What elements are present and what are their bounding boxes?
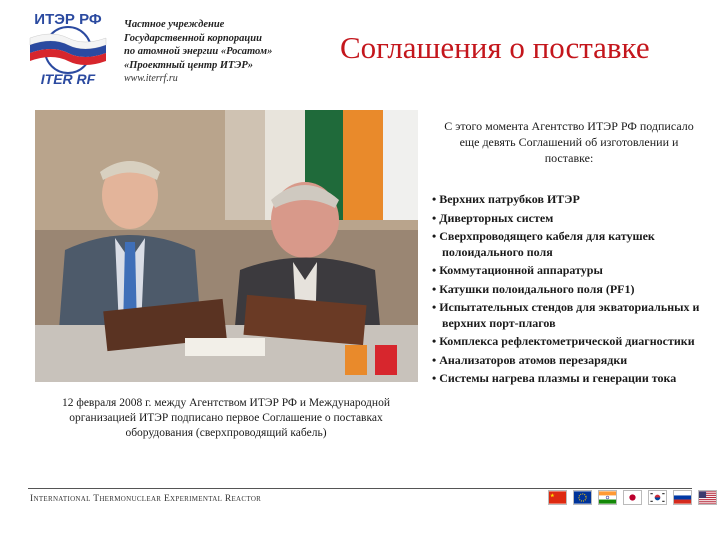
org-url: www.iterrf.ru: [124, 73, 178, 84]
footer-text: International Thermonuclear Experimental Reactor: [30, 494, 262, 504]
list-item: • Комплекса рефлектометрической диагностики: [432, 334, 695, 348]
agreements-list: [432, 192, 702, 390]
photo-caption: 12 февраля 2008 г. между Агентством ИТЭР РФ и Международной организацией ИТЭР подписано первое Соглашение о поставках оборудования (сверхпроводящий кабель): [62, 397, 390, 439]
list-item: • Анализаторов атомов перезарядки: [432, 352, 628, 367]
footer-divider: [28, 488, 692, 489]
list-item: • Диверторных систем: [432, 210, 554, 225]
list-item: • Коммутационной аппаратуры: [432, 263, 603, 277]
agreements-intro: С этого момента Агентство ИТЭР РФ подписало еще девять Соглашений об изготовлении и поставке:: [444, 119, 694, 165]
list-item: • Испытательных стендов для экваториальных и верхних порт-плагов: [432, 300, 700, 330]
list-item: • Системы нагрева плазмы и генерации тока: [432, 371, 677, 385]
org-line-3: по атомной энергии «Росатом»: [124, 46, 273, 57]
list-item: • Сверхпроводящего кабеля для катушек полоидального поля: [432, 229, 655, 259]
org-line-2: Государственной корпорации: [124, 32, 262, 44]
slide-title: Соглашения о поставке: [340, 30, 650, 65]
organization-info: [124, 18, 309, 85]
logo-text-top: ИТЭР РФ: [34, 11, 102, 28]
org-line-1: Частное учреждение: [124, 19, 225, 30]
russia-flag-emblem-icon: [30, 34, 106, 65]
japan-flag-icon: [623, 490, 642, 505]
list-item: • Верхних патрубков ИТЭР: [432, 192, 580, 206]
signing-ceremony-photo: [35, 110, 418, 382]
usa-flag-icon: [698, 490, 717, 505]
member-flags: [548, 490, 717, 508]
logo-text-bottom: ITER RF: [40, 71, 96, 87]
russia-flag-icon: [673, 490, 692, 505]
korea-flag-icon: [648, 490, 667, 505]
list-item: • Катушки полоидального поля (PF1): [432, 281, 635, 296]
iter-rf-logo: [22, 8, 114, 90]
china-flag-icon: [548, 490, 567, 505]
india-flag-icon: [598, 490, 617, 505]
eu-flag-icon: [573, 490, 592, 505]
org-line-4: «Проектный центр ИТЭР»: [124, 59, 254, 71]
